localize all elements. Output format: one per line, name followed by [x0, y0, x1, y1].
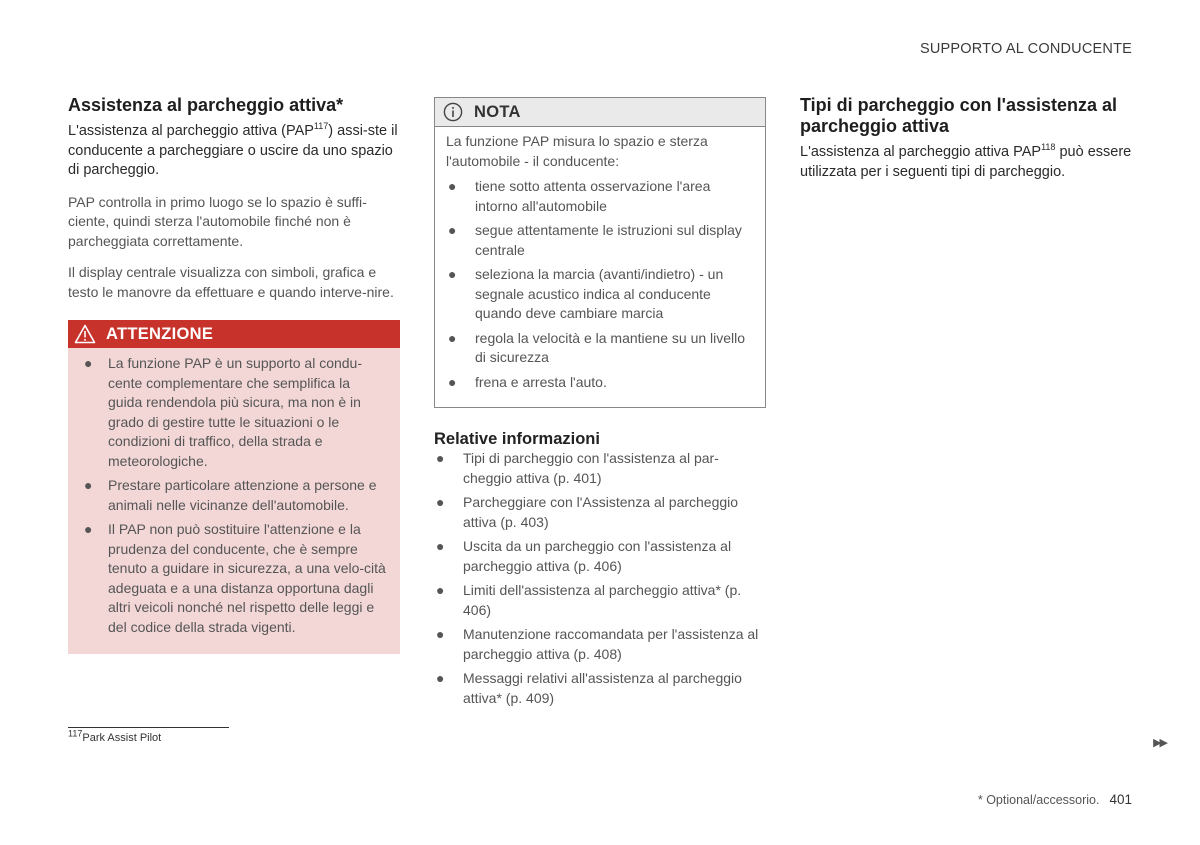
footnote-number: 117: [68, 728, 83, 739]
bullet-icon: ●: [436, 494, 445, 510]
note-body: [435, 127, 765, 407]
warning-list: [68, 348, 400, 637]
page-footer: [978, 792, 1132, 807]
warning-item-text: Il PAP non può sostituire l'attenzione e la prudenza del conducente, che è sempre tenuto a guidare in sicurezza, a una velo-cità adeguata e a una distanza opportuna dagli altri veicoli nonché nel rispetto delle leggi e del codice della strada vigenti.: [108, 521, 386, 635]
intro-text-b: può essere utilizzata per i seguenti tipi di parcheggio.: [800, 144, 1132, 180]
info-icon: [443, 102, 463, 122]
note-title: NOTA: [474, 102, 521, 121]
intro-paragraph: [800, 143, 1132, 182]
related-link-text[interactable]: Tipi di parcheggio con l'assistenza al par-cheggio attiva (p. 401): [463, 450, 719, 486]
note-box: [434, 97, 766, 408]
footnote-text: Park Assist Pilot: [82, 732, 162, 744]
note-item-text: segue attentamente le istruzioni sul display centrale: [475, 222, 742, 258]
note-item-text: frena e arresta l'auto.: [475, 373, 607, 390]
note-item: [446, 221, 755, 260]
warning-item: [82, 520, 386, 637]
footnote-divider: [68, 727, 229, 728]
warning-item-text: Prestare particolare attenzione a persone e animali nelle vicinanze dell'automobile.: [108, 477, 377, 513]
note-item-text: tiene sotto attenta osservazione l'area intorno all'automobile: [475, 178, 711, 214]
related-link[interactable]: [434, 449, 766, 488]
intro-text-a: L'assistenza al parcheggio attiva (PAP: [68, 123, 314, 139]
bullet-icon: ●: [448, 222, 457, 238]
section-title: Assistenza al parcheggio attiva*: [68, 95, 344, 115]
bullet-icon: ●: [436, 582, 445, 598]
note-item: [446, 329, 755, 368]
bullet-icon: ●: [448, 329, 457, 346]
related-link-text[interactable]: Parcheggiare con l'Assistenza al parcheggio attiva (p. 403): [463, 494, 739, 530]
warning-item: [82, 476, 386, 515]
warning-item-text: La funzione PAP è un supporto al condu-cente complementare che semplifica la guida rendendola più sicura, ma non è in grado di gestire tutte le situazioni o le condizioni di traffico, della strada e meteorologiche.: [108, 355, 362, 469]
related-link[interactable]: [434, 625, 766, 664]
related-title: Relative informazioni: [434, 430, 600, 448]
section-header: SUPPORTO AL CONDUCENTE: [919, 41, 1132, 57]
footnote-ref: 118: [1041, 142, 1056, 153]
note-item: [446, 265, 755, 324]
column-middle: [434, 97, 766, 713]
footnote-ref: 117: [313, 121, 329, 132]
related-link-text[interactable]: Uscita da un parcheggio con l'assistenza al parcheggio attiva (p. 406): [463, 538, 732, 574]
note-item-text: seleziona la marcia (avanti/indietro) - un segnale acustico indica al conducente quando deve cambiare marcia: [475, 266, 724, 321]
intro-paragraph: [68, 122, 400, 181]
bullet-icon: ●: [436, 538, 445, 554]
column-left: [68, 95, 400, 654]
bullet-icon: ●: [84, 521, 93, 537]
note-list: [446, 177, 755, 392]
body-paragraph-2: Il display centrale visualizza con simboli, grafica e testo le manovre da effettuare e quando interve-nire.: [68, 264, 394, 300]
related-link-text[interactable]: Limiti dell'assistenza al parcheggio attiva* (p. 406): [463, 582, 742, 618]
bullet-icon: ●: [436, 626, 445, 642]
intro-text-a: L'assistenza al parcheggio attiva PAP: [800, 144, 1042, 160]
note-item-text: regola la velocità e la mantiene su un livello di sicurezza: [475, 329, 746, 365]
related-link[interactable]: [434, 581, 766, 620]
optional-note: * Optional/accessorio.: [977, 793, 1100, 807]
section-title: Tipi di parcheggio con l'assistenza al parcheggio attiva: [800, 95, 1118, 136]
note-intro: La funzione PAP misura lo spazio e sterza l'automobile - il conducente:: [446, 133, 708, 169]
bullet-icon: ●: [436, 450, 445, 466]
bullet-icon: ●: [436, 670, 445, 686]
related-link[interactable]: [434, 537, 766, 576]
column-right: [800, 95, 1132, 182]
bullet-icon: ●: [448, 266, 457, 282]
footnote: [68, 728, 162, 744]
warning-item: [82, 354, 386, 471]
next-page-arrows-icon[interactable]: ▶▶: [1153, 737, 1166, 749]
bullet-icon: ●: [84, 477, 93, 493]
warning-triangle-icon: [74, 324, 96, 344]
related-link[interactable]: [434, 493, 766, 532]
intro-text-b: ) assi-ste il conducente a parcheggiare o uscire da uno spazio di parcheggio.: [68, 123, 398, 178]
related-link[interactable]: [434, 669, 766, 708]
page-number: 401: [1109, 792, 1132, 807]
note-header: [435, 98, 765, 127]
related-list: [434, 449, 766, 708]
related-link-text[interactable]: Messaggi relativi all'assistenza al parcheggio attiva* (p. 409): [463, 670, 742, 706]
bullet-icon: ●: [448, 178, 457, 194]
note-item: [446, 373, 755, 393]
related-link-text[interactable]: Manutenzione raccomandata per l'assistenza al parcheggio attiva (p. 408): [463, 626, 759, 662]
bullet-icon: ●: [84, 355, 93, 371]
note-item: [446, 177, 755, 216]
bullet-icon: ●: [448, 373, 457, 390]
warning-box: [68, 320, 400, 654]
body-paragraph-1: PAP controlla in primo luogo se lo spazio è suffi-ciente, quindi sterza l'automobile finché non è parcheggiata correttamente.: [68, 193, 367, 249]
warning-header: [68, 320, 400, 348]
warning-title: ATTENZIONE: [106, 324, 214, 343]
